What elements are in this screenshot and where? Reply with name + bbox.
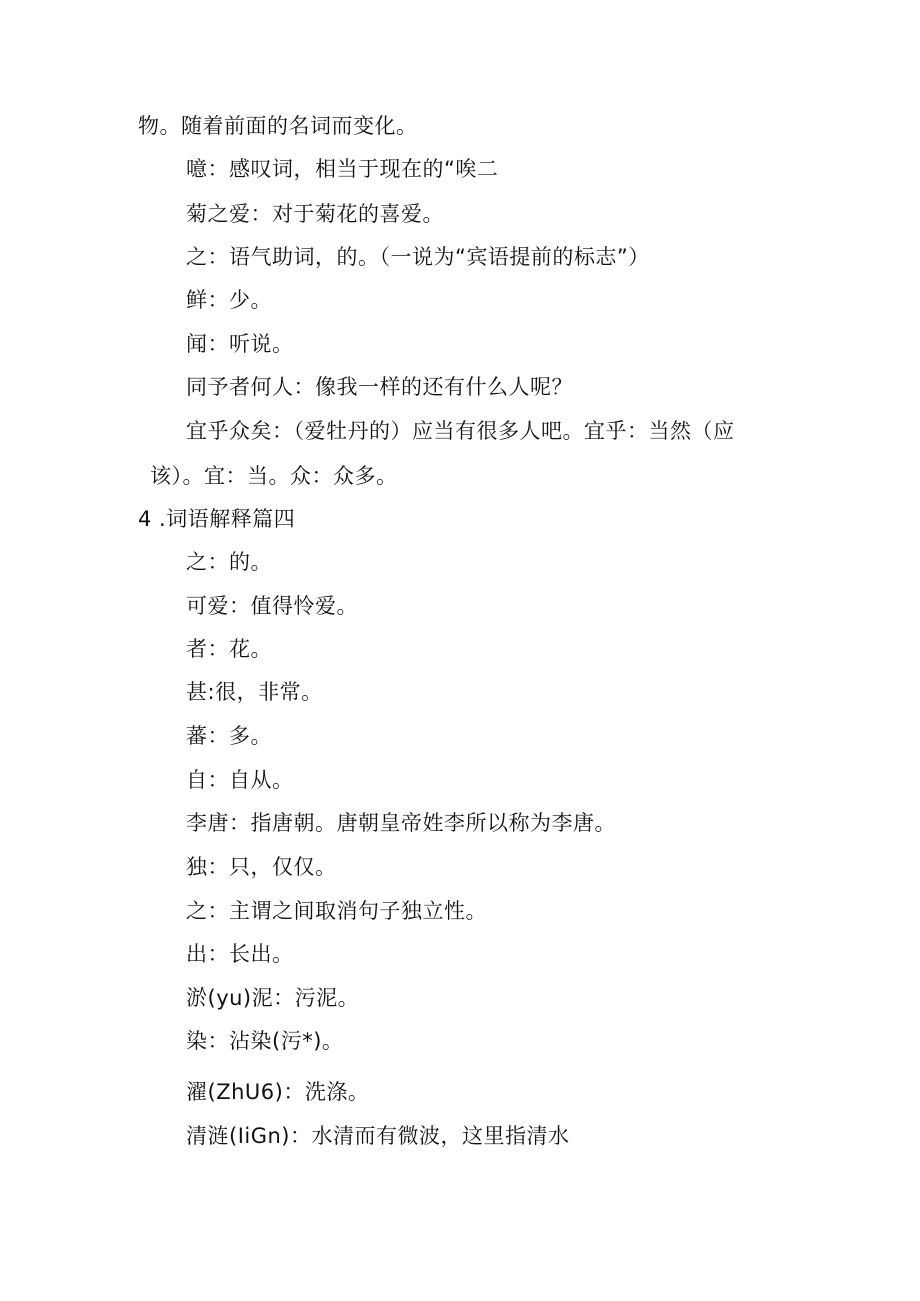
continuation-line: 物。随着前面的名词而变化。 xyxy=(138,114,418,138)
definition-line: 之：语气助词，的。（一说为“宾语提前的标志”） xyxy=(186,245,650,269)
definition-line: 可爱：值得怜爱。 xyxy=(186,594,358,618)
definition-line: 鲜：少。 xyxy=(186,288,272,312)
definition-line: 宜乎众矣：（爱牡丹的）应当有很多人吧。宜乎：当然（应 xyxy=(186,419,735,443)
definition-line: 甚:很，非常。 xyxy=(186,680,323,704)
definition-line: 闻：听说。 xyxy=(186,332,294,356)
definition-line: 噫：感叹词，相当于现在的“唉二 xyxy=(186,157,499,181)
definition-line: 出：长出。 xyxy=(186,942,294,966)
section-heading: 4 .词语解释篇四 xyxy=(138,507,296,531)
definition-line-wrap: 该）。宜：当。众：众多。 xyxy=(150,464,398,488)
definition-line: 同予者何人：像我一样的还有什么人呢？ xyxy=(186,375,573,399)
definition-line: 者：花。 xyxy=(186,637,272,661)
definition-line: 蕃：多。 xyxy=(186,724,272,748)
definition-line: 李唐：指唐朝。唐朝皇帝姓李所以称为李唐。 xyxy=(186,811,616,835)
definition-line: 之：主谓之间取消句子独立性。 xyxy=(186,899,487,923)
definition-line: 菊之爱：对于菊花的喜爱。 xyxy=(186,202,444,226)
definition-line: 自：自从。 xyxy=(186,768,294,792)
definition-line: 淤(yu)泥：污泥。 xyxy=(186,986,360,1010)
definition-line: 染：沾染(污*)。 xyxy=(186,1029,344,1053)
definition-line: 清涟(IiGn)：水清而有微波，这里指清水 xyxy=(186,1124,570,1148)
definition-line: 独：只，仅仅。 xyxy=(186,855,337,879)
definition-line: 濯(ZhU6)：洗涤。 xyxy=(186,1080,370,1104)
definition-line: 之：的。 xyxy=(186,550,272,574)
